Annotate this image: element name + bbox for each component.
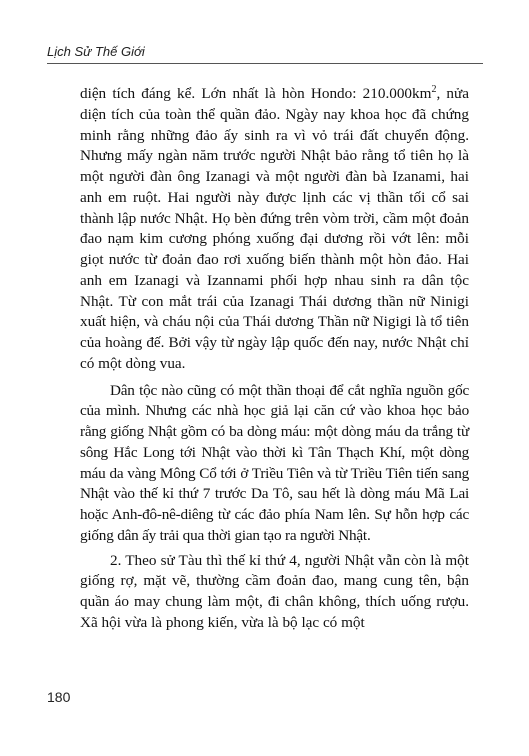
page-number: 180	[47, 689, 71, 705]
superscript-2: 2	[431, 83, 437, 95]
paragraph-2: Dân tộc nào cũng có một thần thoại để cắt nghĩa nguồn gốc của mình. Nhưng các nhà học giả lại căn cứ vào khoa học bảo rằng giống Nhật gồm có ba dòng máu: một dòng máu da trắng từ sông Hắc Long tới Nhật vào thời kì Tân Thạch Khí, một dòng máu da vàng Mông Cổ tới ở Triều Tiên và từ Triều Tiên tiến sang Nhật vào thế kỉ thứ 7 trước Da Tô, sau hết là dòng máu Mã Lai hoặc Anh-đô-nê-diêng từ các đảo phía Nam lên. Sự hỗn hợp các giống dân ấy trải qua thời gian tạo ra người Nhật.	[80, 381, 469, 544]
paragraph-3: 2. Theo sử Tàu thì thế kỉ thứ 4, người Nhật vẫn còn là một giống rợ, mặt vẽ, thường cầm đoản đao, mang cung tên, bận quần áo may chung làm một, đi chân không, thích uống rượu. Xã hội vừa là phong kiến, vừa là bộ lạc có một	[80, 551, 469, 631]
paragraph-1-text-start: diện tích đáng kể. Lớn nhất là hòn Hondo: 210.000km	[80, 85, 432, 102]
body-text	[80, 84, 469, 634]
paragraph-1-text-rest: , nửa diện tích của toàn thể quần đảo. Ngày nay khoa học đã chứng minh rằng những đảo ấy sinh ra vì vỏ trái đất chuyển động. Nhưng mấy ngàn năm trước người Nhật bảo rằng tổ tiên họ là một người đàn ông Izanagi và một người đàn bà Izanami, hai anh em ruột. Hai người này được lịnh các vị thần tối cổ sai thành lập nước Nhật. Họ bèn đứng trên vòm trời, cầm một đoản đao nạm kim cương phóng xuống đại dương rồi vớt lên: mỗi giọt nước từ đoản đao rơi xuống biến thành một hòn đảo. Hai anh em Izanagi và Izannami phối hợp nhau sinh ra dân tộc Nhật. Từ con mắt trái của Izanagi Thái dương thần nữ Ninigi xuất hiện, và cháu nội của Thái dương Thần nữ Nigigi là tổ tiên của hoàng đế. Bởi vậy từ ngày lập quốc đến nay, nước Nhật chỉ có một dòng vua.	[80, 85, 469, 372]
header-divider	[47, 63, 483, 64]
running-title: Lịch Sử Thế Giới	[47, 44, 145, 59]
paragraph-1	[80, 84, 469, 375]
